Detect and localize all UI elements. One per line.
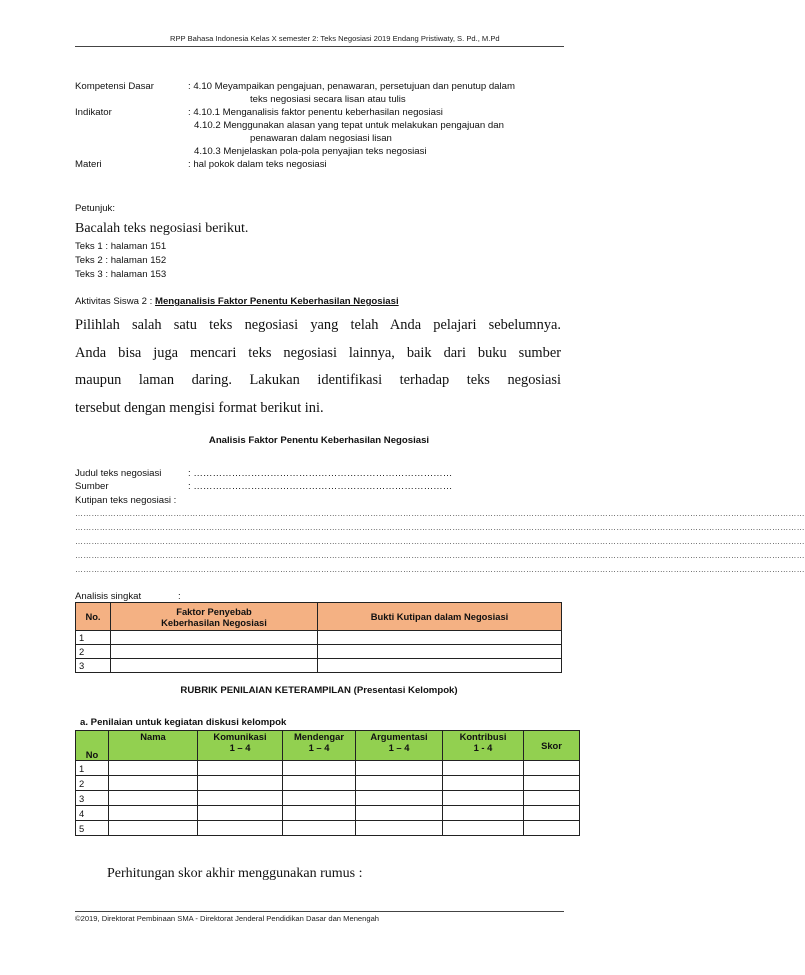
col-faktor xyxy=(111,603,318,631)
row-number: 3 xyxy=(76,791,109,806)
indikator-1: : 4.10.1 Menganalisis faktor penentu keberhasilan negosiasi xyxy=(188,107,443,118)
kontribusi-range: 1 - 4 xyxy=(473,742,493,753)
indikator-2a: 4.10.2 Menggunakan alasan yang tepat untuk melakukan pengajuan dan xyxy=(194,120,504,131)
cell[interactable] xyxy=(109,791,198,806)
argumentasi-label: Argumentasi xyxy=(370,731,428,742)
cell[interactable] xyxy=(524,761,580,776)
cell[interactable] xyxy=(524,776,580,791)
table-header-row xyxy=(76,603,562,631)
analisis-colon: : xyxy=(178,591,181,602)
col-skor: Skor xyxy=(524,731,580,761)
bacalah-heading: Bacalah teks negosiasi berikut. xyxy=(75,221,249,236)
row-number: 3 xyxy=(76,659,111,673)
kd-value-1: : 4.10 Meyampaikan pengajuan, penawaran, persetujuan dan penutup dalam xyxy=(188,81,515,92)
row-number: 1 xyxy=(76,631,111,645)
teks-3: Teks 3 : halaman 153 xyxy=(75,269,167,280)
col-nama: Nama xyxy=(109,731,198,761)
table-row xyxy=(76,821,580,836)
paragraph-line: Pilihlah salah satu teks negosiasi yang telah Anda pelajari sebelumnya. xyxy=(75,317,561,333)
cell[interactable] xyxy=(109,776,198,791)
rubrik-subtitle: a. Penilaian untuk kegiatan diskusi kelompok xyxy=(80,717,287,728)
komunikasi-range: 1 – 4 xyxy=(229,742,251,753)
judul-label: Judul teks negosiasi xyxy=(75,468,162,479)
cell[interactable] xyxy=(524,791,580,806)
indikator-3: 4.10.3 Menjelaskan pola-pola penyajian teks negosiasi xyxy=(194,146,427,157)
teks-2: Teks 2 : halaman 152 xyxy=(75,255,167,266)
instruction-paragraph xyxy=(75,312,561,422)
cell[interactable] xyxy=(283,776,356,791)
cell[interactable] xyxy=(283,821,356,836)
col-faktor-line1: Faktor Penyebab xyxy=(176,605,252,617)
col-no: No. xyxy=(76,603,111,631)
col-mendengar xyxy=(283,731,356,761)
materi-label: Materi xyxy=(75,159,102,170)
cell[interactable] xyxy=(443,791,524,806)
table-row xyxy=(76,631,562,645)
cell-bukti[interactable] xyxy=(318,631,562,645)
table-row xyxy=(76,776,580,791)
dot-line[interactable]: …………………………………………………………………………………………………………………………………………………………………………………………………………………………………………… xyxy=(75,523,805,532)
mendengar-label: Mendengar xyxy=(293,731,344,742)
cell[interactable] xyxy=(109,821,198,836)
cell[interactable] xyxy=(356,761,443,776)
page-header: RPP Bahasa Indonesia Kelas X semester 2: Teks Negosiasi 2019 Endang Pristiwaty, S. Pd., M.Pd xyxy=(170,34,500,43)
row-number: 2 xyxy=(76,776,109,791)
cell[interactable] xyxy=(198,761,283,776)
indikator-2b: penawaran dalam negosiasi lisan xyxy=(250,133,392,144)
aktivitas-prefix: Aktivitas Siswa 2 : xyxy=(75,296,155,307)
col-bukti: Bukti Kutipan dalam Negosiasi xyxy=(318,603,562,631)
col-no: No xyxy=(76,731,109,761)
dot-line[interactable]: …………………………………………………………………………………………………………………………………………………………………………………………………………………………………………… xyxy=(75,537,805,546)
analysis-table xyxy=(75,602,562,673)
cell[interactable] xyxy=(443,806,524,821)
cell[interactable] xyxy=(109,761,198,776)
cell[interactable] xyxy=(443,776,524,791)
col-kontribusi xyxy=(443,731,524,761)
cell[interactable] xyxy=(356,776,443,791)
cell[interactable] xyxy=(356,821,443,836)
kontribusi-label: Kontribusi xyxy=(459,731,507,742)
cell[interactable] xyxy=(198,821,283,836)
kd-value-2: teks negosiasi secara lisan atau tulis xyxy=(250,94,406,105)
cell-faktor[interactable] xyxy=(111,631,318,645)
col-faktor-line2: Keberhasilan Negosiasi xyxy=(161,616,267,628)
cell[interactable] xyxy=(109,806,198,821)
cell[interactable] xyxy=(198,806,283,821)
cell[interactable] xyxy=(283,806,356,821)
cell[interactable] xyxy=(524,821,580,836)
cell[interactable] xyxy=(198,776,283,791)
rubrik-title: RUBRIK PENILAIAN KETERAMPILAN (Presentasi Kelompok) xyxy=(180,685,458,696)
paragraph-line: tersebut dengan mengisi format berikut ini. xyxy=(75,399,324,416)
cell[interactable] xyxy=(283,791,356,806)
page-footer: ©2019, Direktorat Pembinaan SMA - Direktorat Jenderal Pendidikan Dasar dan Menengah xyxy=(75,914,380,923)
cell[interactable] xyxy=(443,761,524,776)
table-row xyxy=(76,806,580,821)
dot-line[interactable]: …………………………………………………………………………………………………………………………………………………………………………………………………………………………………………… xyxy=(75,565,805,574)
rubric-table xyxy=(75,730,580,836)
sumber-label: Sumber xyxy=(75,481,109,492)
dot-line[interactable]: …………………………………………………………………………………………………………………………………………………………………………………………………………………………………………… xyxy=(75,509,805,518)
komunikasi-label: Komunikasi xyxy=(213,731,267,742)
paragraph-line: maupun laman daring. Lakukan identifikasi terhadap teks negosiasi xyxy=(75,372,561,388)
aktivitas-title: Menganalisis Faktor Penentu Keberhasilan Negosiasi xyxy=(154,296,399,307)
aktivitas-line xyxy=(75,295,399,308)
table-row xyxy=(76,645,562,659)
kutipan-label: Kutipan teks negosiasi : xyxy=(75,495,177,506)
table-header-row xyxy=(76,731,580,761)
table-row xyxy=(76,791,580,806)
footer-divider xyxy=(75,911,564,912)
judul-value: : ……………………………………………………………………… xyxy=(188,468,453,479)
row-number: 1 xyxy=(76,761,109,776)
sumber-value: : ……………………………………………………………………… xyxy=(188,481,453,492)
cell[interactable] xyxy=(356,806,443,821)
col-komunikasi xyxy=(198,731,283,761)
teks-1: Teks 1 : halaman 151 xyxy=(75,241,167,252)
table-row xyxy=(76,761,580,776)
petunjuk: Petunjuk: xyxy=(75,203,116,214)
cell-bukti[interactable] xyxy=(318,645,562,659)
cell[interactable] xyxy=(443,821,524,836)
analisis-label: Analisis singkat xyxy=(75,591,142,602)
dot-line[interactable]: …………………………………………………………………………………………………………………………………………………………………………………………………………………………………………… xyxy=(75,551,805,560)
analisis-title: Analisis Faktor Penentu Keberhasilan Negosiasi xyxy=(208,435,430,446)
paragraph-line: Anda bisa juga mencari teks negosiasi lainnya, baik dari buku sumber xyxy=(75,344,561,361)
row-number: 2 xyxy=(76,645,111,659)
row-number: 4 xyxy=(76,806,109,821)
argumentasi-range: 1 – 4 xyxy=(388,742,410,753)
header-divider xyxy=(75,46,564,47)
row-number: 5 xyxy=(76,821,109,836)
table-row xyxy=(76,659,562,673)
cell[interactable] xyxy=(356,791,443,806)
materi-value: : hal pokok dalam teks negosiasi xyxy=(188,159,327,170)
cell-faktor[interactable] xyxy=(111,645,318,659)
mendengar-range: 1 – 4 xyxy=(308,742,330,753)
indikator-label: Indikator xyxy=(75,107,112,118)
perhitungan-text: Perhitungan skor akhir menggunakan rumus : xyxy=(107,866,363,881)
cell-bukti[interactable] xyxy=(318,659,562,673)
cell[interactable] xyxy=(524,806,580,821)
cell[interactable] xyxy=(283,761,356,776)
kd-label: Kompetensi Dasar xyxy=(75,81,154,92)
cell[interactable] xyxy=(198,791,283,806)
cell-faktor[interactable] xyxy=(111,659,318,673)
col-argumentasi xyxy=(356,731,443,761)
